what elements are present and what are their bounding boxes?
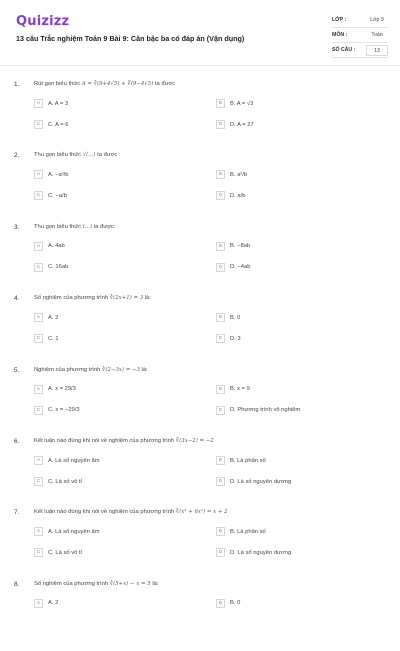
option-letter-badge: A xyxy=(34,456,43,465)
question-stem: Nghiệm của phương trình xyxy=(34,366,101,373)
option-text: B. Là phân số xyxy=(230,528,266,535)
answer-option-a[interactable] xyxy=(34,241,65,252)
meta-table xyxy=(332,13,388,58)
question-expression: ∛(3x−2) = −2 xyxy=(175,438,214,444)
answer-option-c[interactable] xyxy=(34,547,82,558)
question-expression: A = ∛(9+4√5) + ∛(9−4√5) xyxy=(81,81,154,87)
option-text: B. 0 xyxy=(230,600,241,607)
question-number: 6. xyxy=(14,438,20,445)
answer-option-d[interactable] xyxy=(216,405,300,416)
option-letter-badge: C xyxy=(34,477,43,486)
answer-option-a[interactable] xyxy=(34,169,68,180)
option-text: D. Là số nguyên dương xyxy=(230,478,292,485)
option-text: A. −a²/b xyxy=(48,171,69,178)
question-suffix: ta được xyxy=(97,152,118,159)
option-text: A. 2 xyxy=(48,600,59,607)
answer-option-c[interactable] xyxy=(34,190,67,201)
option-letter-badge: D xyxy=(216,191,225,200)
question-8 xyxy=(0,581,400,651)
option-letter-badge: C xyxy=(34,120,43,129)
question-text xyxy=(34,295,151,301)
option-text: D. A = 27 xyxy=(230,121,254,128)
answer-option-b[interactable] xyxy=(216,598,240,609)
question-number: 5. xyxy=(14,366,20,374)
option-letter-badge: D xyxy=(216,263,225,272)
question-5 xyxy=(0,367,400,437)
question-suffix: là: xyxy=(152,580,159,587)
answer-option-a[interactable] xyxy=(34,384,76,395)
question-expression: √(...) xyxy=(82,152,96,159)
option-text: D. −4ab xyxy=(230,264,251,271)
question-expression: ∛(2−3x) = −3 xyxy=(101,366,140,373)
meta-row-count xyxy=(332,43,388,58)
option-letter-badge: C xyxy=(34,263,43,272)
option-letter-badge: A xyxy=(34,385,43,394)
option-letter-badge: D xyxy=(216,406,225,415)
option-text: B. x = 9 xyxy=(230,386,250,393)
option-text: D. Là số nguyên dương xyxy=(230,549,292,556)
option-letter-badge: A xyxy=(34,242,43,251)
question-3 xyxy=(0,224,400,294)
question-number: 4. xyxy=(14,295,20,303)
option-letter-badge: B xyxy=(216,99,225,108)
question-expression: ∛(2x+1) = 3 xyxy=(109,295,144,302)
option-letter-badge: B xyxy=(216,527,225,536)
question-number: 1. xyxy=(14,81,20,88)
option-letter-badge: C xyxy=(34,406,43,415)
answer-option-c[interactable] xyxy=(34,405,80,416)
question-number: 3. xyxy=(14,223,20,231)
answer-option-d[interactable] xyxy=(216,476,291,487)
option-letter-badge: B xyxy=(216,170,225,179)
meta-row-class xyxy=(332,13,388,28)
page-title: 13 câu Trắc nghiệm Toán 9 Bài 9: Căn bậc ba có đáp án (Vận dụng) xyxy=(16,34,245,43)
option-text: C. −a/b xyxy=(48,192,67,199)
answer-option-d[interactable] xyxy=(216,190,245,201)
question-stem: Kết luận nào đúng khi nói về nghiệm của phương trình xyxy=(34,438,175,444)
answer-option-d[interactable] xyxy=(216,547,291,558)
answer-option-c[interactable] xyxy=(34,333,59,344)
option-text: A. Là số nguyên âm xyxy=(48,528,100,535)
question-6 xyxy=(0,438,400,508)
answer-option-b[interactable] xyxy=(216,312,240,323)
meta-value: Lớp 9 xyxy=(370,17,384,23)
question-suffix: là: xyxy=(141,366,148,373)
option-text: B. a²/b xyxy=(230,171,248,178)
question-number: 8. xyxy=(14,580,20,588)
question-2 xyxy=(0,152,400,222)
question-text xyxy=(34,581,158,587)
question-1 xyxy=(0,81,400,151)
option-letter-badge: A xyxy=(34,527,43,536)
question-stem: Kết luận nào đúng khi nói về nghiệm của phương trình xyxy=(34,509,175,516)
option-letter-badge: D xyxy=(216,477,225,486)
option-letter-badge: C xyxy=(34,191,43,200)
question-expression: (...) xyxy=(82,223,93,230)
answer-option-a[interactable] xyxy=(34,98,68,109)
option-text: D. 3 xyxy=(230,335,241,342)
question-number: 2. xyxy=(14,152,20,160)
option-text: B. A = √3 xyxy=(230,100,254,107)
question-text xyxy=(34,152,117,158)
question-suffix: ta được: xyxy=(93,223,116,230)
question-text xyxy=(34,509,228,515)
option-text: C. A = 6 xyxy=(48,121,69,128)
option-text: C. Là số vô tỉ xyxy=(48,549,82,556)
answer-option-a[interactable] xyxy=(34,598,58,609)
answer-option-a[interactable] xyxy=(34,312,58,323)
option-text: A. 2 xyxy=(48,314,59,321)
question-suffix: là: xyxy=(144,295,151,302)
answer-option-b[interactable] xyxy=(216,384,250,395)
answer-option-c[interactable] xyxy=(34,119,68,130)
answer-option-b[interactable] xyxy=(216,526,266,537)
answer-option-d[interactable] xyxy=(216,119,254,130)
option-text: B. 0 xyxy=(230,314,241,321)
answer-option-c[interactable] xyxy=(34,476,82,487)
answer-option-a[interactable] xyxy=(34,455,100,466)
answer-option-d[interactable] xyxy=(216,333,241,344)
option-text: C. Là số vô tỉ xyxy=(48,478,82,485)
option-letter-badge: A xyxy=(34,99,43,108)
question-expression: ∛(5+x) − x = 5 xyxy=(109,580,151,587)
meta-label: SỐ CÂU : xyxy=(332,47,356,53)
question-text xyxy=(34,438,214,444)
question-expression: ∛(x³ + 6x²) = x + 2 xyxy=(175,509,228,516)
answer-option-d[interactable] xyxy=(216,262,250,273)
option-text: D. Phương trình vô nghiệm xyxy=(230,407,301,414)
quizizz-logo: Quizizz xyxy=(16,14,70,29)
option-letter-badge: B xyxy=(216,242,225,251)
page-header xyxy=(0,0,400,62)
answer-option-b[interactable] xyxy=(216,241,250,252)
meta-row-subject xyxy=(332,28,388,43)
meta-label: MÔN : xyxy=(332,32,348,38)
question-stem: Thu gọn biểu thức xyxy=(34,223,82,230)
option-text: A. 4ab xyxy=(48,243,65,250)
question-stem: Thu gọn biểu thức xyxy=(34,152,82,159)
question-7 xyxy=(0,509,400,579)
option-letter-badge: D xyxy=(216,334,225,343)
question-suffix: ta được xyxy=(154,81,176,87)
option-text: D. a/b xyxy=(230,192,246,199)
option-letter-badge: C xyxy=(34,334,43,343)
option-letter-badge: B xyxy=(216,456,225,465)
question-4 xyxy=(0,295,400,365)
answer-option-b[interactable] xyxy=(216,98,253,109)
question-text xyxy=(34,367,148,373)
option-text: C. 1 xyxy=(48,335,59,342)
option-text: B. Là phân số xyxy=(230,457,266,464)
question-text xyxy=(34,81,175,87)
option-letter-badge: B xyxy=(216,599,225,608)
option-letter-badge: A xyxy=(34,170,43,179)
meta-value: Toán xyxy=(371,32,383,38)
meta-label: LỚP : xyxy=(332,17,347,23)
option-letter-badge: A xyxy=(34,313,43,322)
option-letter-badge: B xyxy=(216,313,225,322)
option-letter-badge: B xyxy=(216,385,225,394)
option-text: C. 16ab xyxy=(48,264,69,271)
question-stem: Số nghiệm của phương trình xyxy=(34,580,109,587)
answer-option-c[interactable] xyxy=(34,262,68,273)
option-text: A. x = 29/3 xyxy=(48,386,76,393)
question-stem: Rút gọn biểu thức xyxy=(34,81,81,87)
option-letter-badge: D xyxy=(216,548,225,557)
option-letter-badge: D xyxy=(216,120,225,129)
question-number: 7. xyxy=(14,509,20,517)
option-letter-badge: C xyxy=(34,548,43,557)
option-text: B. −8ab xyxy=(230,243,251,250)
option-text: A. A = 3 xyxy=(48,100,69,107)
answer-option-b[interactable] xyxy=(216,169,247,180)
option-letter-badge: A xyxy=(34,599,43,608)
answer-option-a[interactable] xyxy=(34,526,100,537)
header-divider xyxy=(0,65,400,66)
option-text: C. x = −29/3 xyxy=(48,407,80,414)
answer-option-b[interactable] xyxy=(216,455,266,466)
option-text: A. Là số nguyên âm xyxy=(48,457,100,464)
question-stem: Số nghiệm của phương trình xyxy=(34,295,109,302)
question-text xyxy=(34,224,116,230)
meta-value: 13 xyxy=(366,45,388,56)
